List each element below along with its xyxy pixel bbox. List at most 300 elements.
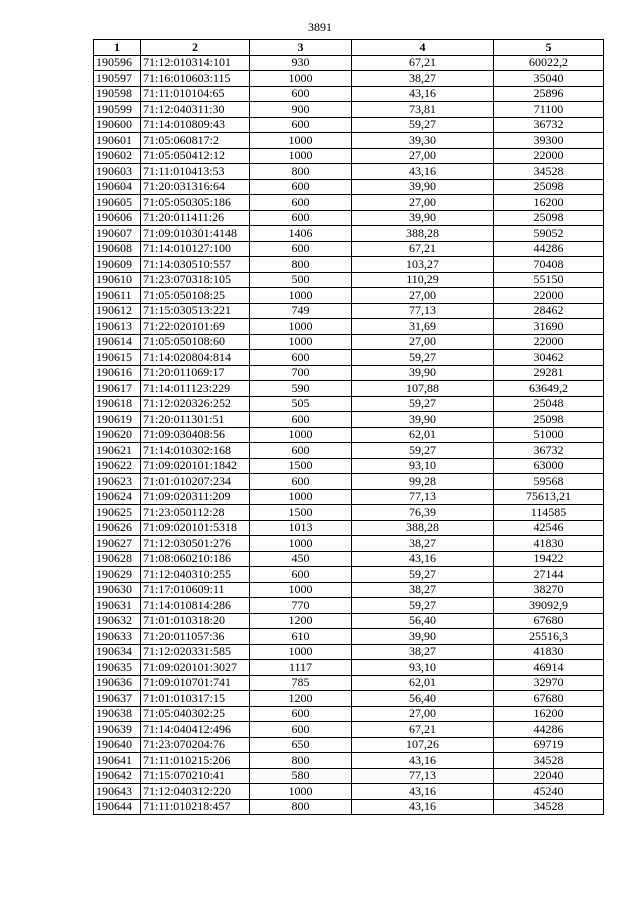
area-cell: 600: [250, 86, 352, 102]
row-number-cell: 190632: [94, 613, 141, 629]
rate-cell: 110,29: [352, 272, 494, 288]
rate-cell: 107,26: [352, 737, 494, 753]
cadastral-number-cell: 71:09:020101:3027: [141, 660, 250, 676]
cadastral-number-cell: 71:14:010814:286: [141, 598, 250, 614]
cadastral-number-cell: 71:20:011057:36: [141, 629, 250, 645]
area-cell: 600: [250, 117, 352, 133]
row-number-cell: 190601: [94, 133, 141, 149]
value-cell: 55150: [494, 272, 604, 288]
rate-cell: 38,27: [352, 582, 494, 598]
area-cell: 600: [250, 706, 352, 722]
table-row: [94, 117, 604, 133]
cadastral-number-cell: 71:14:030510:557: [141, 257, 250, 273]
area-cell: 505: [250, 396, 352, 412]
area-cell: 1000: [250, 427, 352, 443]
cadastral-number-cell: 71:22:020101:69: [141, 319, 250, 335]
value-cell: 41830: [494, 644, 604, 660]
column-header-2: 2: [141, 40, 250, 56]
cadastral-number-cell: 71:12:020326:252: [141, 396, 250, 412]
row-number-cell: 190642: [94, 768, 141, 784]
value-cell: 38270: [494, 582, 604, 598]
area-cell: 1013: [250, 520, 352, 536]
table-row: [94, 195, 604, 211]
row-number-cell: 190600: [94, 117, 141, 133]
value-cell: 60022,2: [494, 55, 604, 71]
rate-cell: 39,90: [352, 365, 494, 381]
cadastral-number-cell: 71:05:040302:25: [141, 706, 250, 722]
value-cell: 67680: [494, 691, 604, 707]
row-number-cell: 190637: [94, 691, 141, 707]
value-cell: 34528: [494, 799, 604, 815]
cadastral-number-cell: 71:12:010314:101: [141, 55, 250, 71]
value-cell: 44286: [494, 722, 604, 738]
cadastral-number-cell: 71:12:020331:585: [141, 644, 250, 660]
area-cell: 450: [250, 551, 352, 567]
rate-cell: 43,16: [352, 86, 494, 102]
area-cell: 900: [250, 102, 352, 118]
table-row: [94, 427, 604, 443]
row-number-cell: 190624: [94, 489, 141, 505]
table-row: [94, 613, 604, 629]
value-cell: 63649,2: [494, 381, 604, 397]
table-row: [94, 133, 604, 149]
row-number-cell: 190617: [94, 381, 141, 397]
value-cell: 114585: [494, 505, 604, 521]
value-cell: 16200: [494, 706, 604, 722]
cadastral-number-cell: 71:12:040310:255: [141, 567, 250, 583]
area-cell: 1406: [250, 226, 352, 242]
area-cell: 800: [250, 753, 352, 769]
value-cell: 27144: [494, 567, 604, 583]
row-number-cell: 190602: [94, 148, 141, 164]
row-number-cell: 190598: [94, 86, 141, 102]
rate-cell: 27,00: [352, 195, 494, 211]
row-number-cell: 190610: [94, 272, 141, 288]
value-cell: 41830: [494, 536, 604, 552]
area-cell: 600: [250, 350, 352, 366]
value-cell: 59052: [494, 226, 604, 242]
value-cell: 35040: [494, 71, 604, 87]
rate-cell: 27,00: [352, 288, 494, 304]
table-row: [94, 226, 604, 242]
area-cell: 1000: [250, 489, 352, 505]
area-cell: 500: [250, 272, 352, 288]
cadastral-number-cell: 71:09:020311:209: [141, 489, 250, 505]
area-cell: 1000: [250, 784, 352, 800]
value-cell: 39300: [494, 133, 604, 149]
row-number-cell: 190605: [94, 195, 141, 211]
row-number-cell: 190618: [94, 396, 141, 412]
cadastral-number-cell: 71:17:010609:11: [141, 582, 250, 598]
cadastral-number-cell: 71:12:040312:220: [141, 784, 250, 800]
cadastral-number-cell: 71:14:010127:100: [141, 241, 250, 257]
table-row: [94, 520, 604, 536]
table-row: [94, 629, 604, 645]
rate-cell: 67,21: [352, 722, 494, 738]
value-cell: 31690: [494, 319, 604, 335]
table-row: [94, 381, 604, 397]
area-cell: 590: [250, 381, 352, 397]
value-cell: 25098: [494, 210, 604, 226]
value-cell: 32970: [494, 675, 604, 691]
rate-cell: 67,21: [352, 55, 494, 71]
area-cell: 600: [250, 722, 352, 738]
cadastral-number-cell: 71:16:010603:115: [141, 71, 250, 87]
table-row: [94, 737, 604, 753]
cadastral-number-cell: 71:05:050108:60: [141, 334, 250, 350]
table-row: [94, 458, 604, 474]
rate-cell: 39,90: [352, 179, 494, 195]
area-cell: 600: [250, 412, 352, 428]
rate-cell: 27,00: [352, 706, 494, 722]
value-cell: 16200: [494, 195, 604, 211]
area-cell: 930: [250, 55, 352, 71]
value-cell: 42546: [494, 520, 604, 536]
value-cell: 75613,21: [494, 489, 604, 505]
value-cell: 29281: [494, 365, 604, 381]
rate-cell: 103,27: [352, 257, 494, 273]
value-cell: 44286: [494, 241, 604, 257]
row-number-cell: 190629: [94, 567, 141, 583]
row-number-cell: 190603: [94, 164, 141, 180]
row-number-cell: 190607: [94, 226, 141, 242]
row-number-cell: 190608: [94, 241, 141, 257]
row-number-cell: 190641: [94, 753, 141, 769]
rate-cell: 59,27: [352, 117, 494, 133]
table-row: [94, 179, 604, 195]
rate-cell: 73,81: [352, 102, 494, 118]
rate-cell: 43,16: [352, 784, 494, 800]
table-row: [94, 164, 604, 180]
table-row: [94, 55, 604, 71]
row-number-cell: 190612: [94, 303, 141, 319]
cadastral-number-cell: 71:01:010317:15: [141, 691, 250, 707]
value-cell: 36732: [494, 117, 604, 133]
row-number-cell: 190619: [94, 412, 141, 428]
rate-cell: 56,40: [352, 613, 494, 629]
value-cell: 25896: [494, 86, 604, 102]
row-number-cell: 190639: [94, 722, 141, 738]
row-number-cell: 190611: [94, 288, 141, 304]
cadastral-number-cell: 71:08:060210:186: [141, 551, 250, 567]
table-row: [94, 102, 604, 118]
rate-cell: 59,27: [352, 350, 494, 366]
table-row: [94, 660, 604, 676]
value-cell: 25098: [494, 179, 604, 195]
row-number-cell: 190614: [94, 334, 141, 350]
area-cell: 600: [250, 474, 352, 490]
cadastral-number-cell: 71:15:070210:41: [141, 768, 250, 784]
cadastral-number-cell: 71:23:070318:105: [141, 272, 250, 288]
column-header-1: 1: [94, 40, 141, 56]
area-cell: 1000: [250, 334, 352, 350]
cadastral-number-cell: 71:23:050112:28: [141, 505, 250, 521]
table-row: [94, 272, 604, 288]
rate-cell: 67,21: [352, 241, 494, 257]
area-cell: 700: [250, 365, 352, 381]
value-cell: 22000: [494, 334, 604, 350]
column-header-5: 5: [494, 40, 604, 56]
value-cell: 71100: [494, 102, 604, 118]
cadastral-number-cell: 71:20:011411:26: [141, 210, 250, 226]
rate-cell: 62,01: [352, 427, 494, 443]
area-cell: 600: [250, 443, 352, 459]
table-row: [94, 319, 604, 335]
cadastral-number-cell: 71:14:010302:168: [141, 443, 250, 459]
rate-cell: 76,39: [352, 505, 494, 521]
table-row: [94, 784, 604, 800]
table-header-row: [94, 40, 604, 56]
value-cell: 67680: [494, 613, 604, 629]
cadastral-number-cell: 71:23:070204:76: [141, 737, 250, 753]
table-row: [94, 257, 604, 273]
row-number-cell: 190622: [94, 458, 141, 474]
cadastral-number-cell: 71:14:011123:229: [141, 381, 250, 397]
table-row: [94, 567, 604, 583]
table-row: [94, 443, 604, 459]
column-header-4: 4: [352, 40, 494, 56]
rate-cell: 38,27: [352, 644, 494, 660]
area-cell: 610: [250, 629, 352, 645]
value-cell: 22040: [494, 768, 604, 784]
cadastral-number-cell: 71:11:010215:206: [141, 753, 250, 769]
area-cell: 785: [250, 675, 352, 691]
area-cell: 600: [250, 195, 352, 211]
row-number-cell: 190625: [94, 505, 141, 521]
cadastral-number-cell: 71:15:030513:221: [141, 303, 250, 319]
value-cell: 22000: [494, 148, 604, 164]
value-cell: 34528: [494, 753, 604, 769]
cadastral-number-cell: 71:12:030501:276: [141, 536, 250, 552]
cadastral-number-cell: 71:14:020804:814: [141, 350, 250, 366]
value-cell: 46914: [494, 660, 604, 676]
rate-cell: 27,00: [352, 148, 494, 164]
cadastral-number-cell: 71:09:010701:741: [141, 675, 250, 691]
area-cell: 1200: [250, 613, 352, 629]
row-number-cell: 190620: [94, 427, 141, 443]
rate-cell: 38,27: [352, 71, 494, 87]
area-cell: 800: [250, 799, 352, 815]
table-row: [94, 551, 604, 567]
value-cell: 51000: [494, 427, 604, 443]
table-row: [94, 474, 604, 490]
cadastral-number-cell: 71:11:010413:53: [141, 164, 250, 180]
cadastral-number-cell: 71:14:010809:43: [141, 117, 250, 133]
cadastral-number-cell: 71:09:010301:4148: [141, 226, 250, 242]
value-cell: 39092,9: [494, 598, 604, 614]
area-cell: 650: [250, 737, 352, 753]
row-number-cell: 190623: [94, 474, 141, 490]
table-row: [94, 396, 604, 412]
rate-cell: 388,28: [352, 520, 494, 536]
cadastral-number-cell: 71:05:050412:12: [141, 148, 250, 164]
rate-cell: 43,16: [352, 164, 494, 180]
column-header-3: 3: [250, 40, 352, 56]
table-row: [94, 706, 604, 722]
value-cell: 69719: [494, 737, 604, 753]
area-cell: 1117: [250, 660, 352, 676]
rate-cell: 31,69: [352, 319, 494, 335]
rate-cell: 59,27: [352, 443, 494, 459]
rate-cell: 38,27: [352, 536, 494, 552]
area-cell: 1500: [250, 458, 352, 474]
table-row: [94, 675, 604, 691]
cadastral-number-cell: 71:05:050108:25: [141, 288, 250, 304]
value-cell: 70408: [494, 257, 604, 273]
table-row: [94, 691, 604, 707]
value-cell: 22000: [494, 288, 604, 304]
table-row: [94, 489, 604, 505]
rate-cell: 27,00: [352, 334, 494, 350]
table-row: [94, 582, 604, 598]
rate-cell: 62,01: [352, 675, 494, 691]
cadastral-number-cell: 71:05:060817:2: [141, 133, 250, 149]
cadastral-number-cell: 71:05:050305:186: [141, 195, 250, 211]
row-number-cell: 190616: [94, 365, 141, 381]
row-number-cell: 190640: [94, 737, 141, 753]
rate-cell: 77,13: [352, 768, 494, 784]
area-cell: 800: [250, 257, 352, 273]
rate-cell: 39,30: [352, 133, 494, 149]
area-cell: 1000: [250, 133, 352, 149]
row-number-cell: 190630: [94, 582, 141, 598]
value-cell: 25516,3: [494, 629, 604, 645]
cadastral-number-cell: 71:14:040412:496: [141, 722, 250, 738]
cadastral-number-cell: 71:09:020101:1842: [141, 458, 250, 474]
value-cell: 28462: [494, 303, 604, 319]
row-number-cell: 190599: [94, 102, 141, 118]
row-number-cell: 190644: [94, 799, 141, 815]
table-body: [94, 55, 604, 815]
area-cell: 1200: [250, 691, 352, 707]
rate-cell: 388,28: [352, 226, 494, 242]
cadastral-number-cell: 71:09:020101:5318: [141, 520, 250, 536]
area-cell: 600: [250, 567, 352, 583]
area-cell: 600: [250, 210, 352, 226]
page-number: 3891: [308, 20, 332, 34]
row-number-cell: 190606: [94, 210, 141, 226]
area-cell: 800: [250, 164, 352, 180]
area-cell: 580: [250, 768, 352, 784]
row-number-cell: 190643: [94, 784, 141, 800]
cadastral-number-cell: 71:20:031316:64: [141, 179, 250, 195]
table-row: [94, 71, 604, 87]
cadastral-number-cell: 71:01:010207:234: [141, 474, 250, 490]
row-number-cell: 190634: [94, 644, 141, 660]
rate-cell: 59,27: [352, 598, 494, 614]
area-cell: 749: [250, 303, 352, 319]
row-number-cell: 190597: [94, 71, 141, 87]
area-cell: 600: [250, 241, 352, 257]
table-row: [94, 350, 604, 366]
cadastral-number-cell: 71:11:010218:457: [141, 799, 250, 815]
rate-cell: 39,90: [352, 629, 494, 645]
value-cell: 25098: [494, 412, 604, 428]
area-cell: 600: [250, 179, 352, 195]
area-cell: 1000: [250, 582, 352, 598]
rate-cell: 43,16: [352, 799, 494, 815]
area-cell: 1000: [250, 536, 352, 552]
table-row: [94, 768, 604, 784]
data-table: [93, 39, 604, 815]
row-number-cell: 190633: [94, 629, 141, 645]
area-cell: 1000: [250, 71, 352, 87]
cadastral-number-cell: 71:11:010104:65: [141, 86, 250, 102]
row-number-cell: 190636: [94, 675, 141, 691]
cadastral-number-cell: 71:20:011069:17: [141, 365, 250, 381]
area-cell: 770: [250, 598, 352, 614]
cadastral-number-cell: 71:09:030408:56: [141, 427, 250, 443]
table-row: [94, 303, 604, 319]
rate-cell: 39,90: [352, 412, 494, 428]
rate-cell: 77,13: [352, 303, 494, 319]
row-number-cell: 190628: [94, 551, 141, 567]
area-cell: 1000: [250, 319, 352, 335]
table-row: [94, 148, 604, 164]
value-cell: 34528: [494, 164, 604, 180]
rate-cell: 59,27: [352, 396, 494, 412]
row-number-cell: 190626: [94, 520, 141, 536]
value-cell: 36732: [494, 443, 604, 459]
table-row: [94, 505, 604, 521]
area-cell: 1000: [250, 148, 352, 164]
table-row: [94, 210, 604, 226]
row-number-cell: 190631: [94, 598, 141, 614]
value-cell: 63000: [494, 458, 604, 474]
table-row: [94, 753, 604, 769]
value-cell: 45240: [494, 784, 604, 800]
area-cell: 1000: [250, 288, 352, 304]
table-row: [94, 799, 604, 815]
rate-cell: 43,16: [352, 753, 494, 769]
rate-cell: 107,88: [352, 381, 494, 397]
value-cell: 25048: [494, 396, 604, 412]
value-cell: 59568: [494, 474, 604, 490]
rate-cell: 43,16: [352, 551, 494, 567]
table-row: [94, 598, 604, 614]
table-row: [94, 334, 604, 350]
table-row: [94, 536, 604, 552]
area-cell: 1500: [250, 505, 352, 521]
cadastral-number-cell: 71:12:040311:30: [141, 102, 250, 118]
row-number-cell: 190621: [94, 443, 141, 459]
rate-cell: 77,13: [352, 489, 494, 505]
cadastral-number-cell: 71:20:011301:51: [141, 412, 250, 428]
cadastral-number-cell: 71:01:010318:20: [141, 613, 250, 629]
table-row: [94, 722, 604, 738]
table-row: [94, 365, 604, 381]
rate-cell: 99,28: [352, 474, 494, 490]
rate-cell: 93,10: [352, 660, 494, 676]
rate-cell: 56,40: [352, 691, 494, 707]
table-row: [94, 288, 604, 304]
table-row: [94, 412, 604, 428]
rate-cell: 39,90: [352, 210, 494, 226]
table-row: [94, 241, 604, 257]
table-row: [94, 644, 604, 660]
row-number-cell: 190596: [94, 55, 141, 71]
row-number-cell: 190615: [94, 350, 141, 366]
row-number-cell: 190604: [94, 179, 141, 195]
row-number-cell: 190613: [94, 319, 141, 335]
value-cell: 30462: [494, 350, 604, 366]
area-cell: 1000: [250, 644, 352, 660]
table-row: [94, 86, 604, 102]
row-number-cell: 190627: [94, 536, 141, 552]
row-number-cell: 190609: [94, 257, 141, 273]
row-number-cell: 190635: [94, 660, 141, 676]
row-number-cell: 190638: [94, 706, 141, 722]
